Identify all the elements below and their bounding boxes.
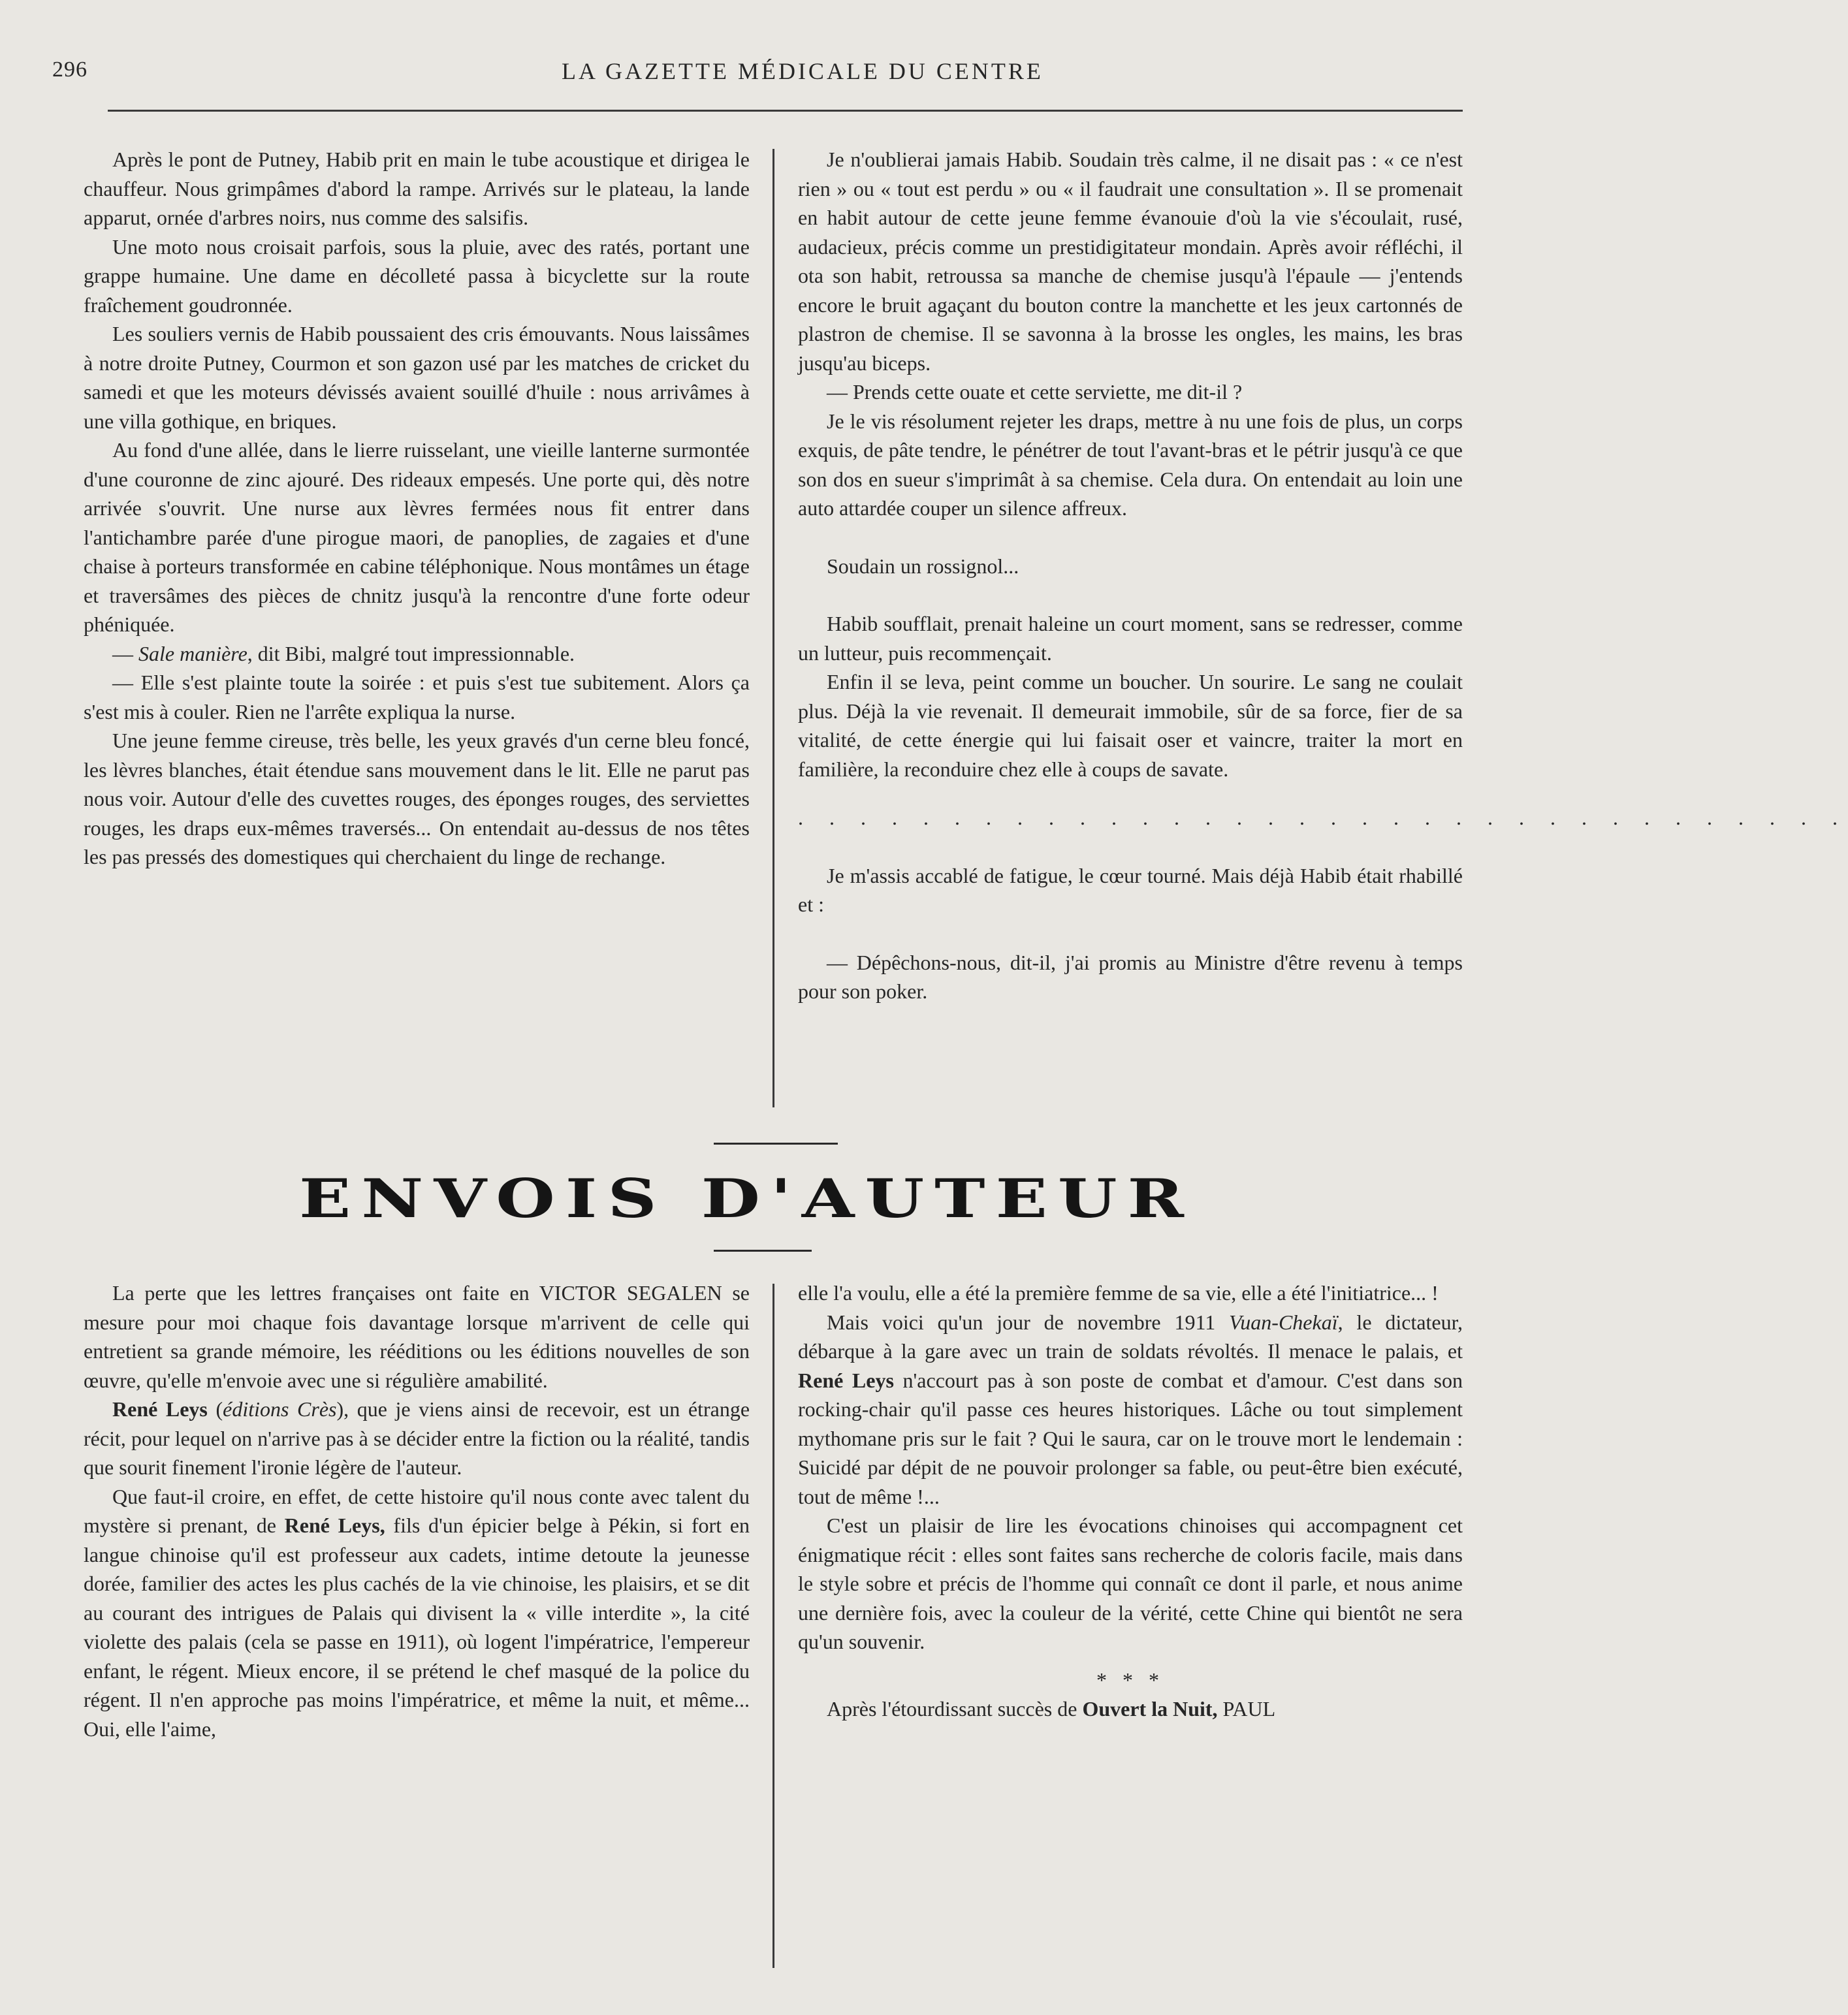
envois-paragraph: C'est un plaisir de lire les évocations chinoises qui accompagnent cet énigmatique récit : elles sont faites sans recherche de coloris facile, mais dans le style sobre et précis de l'homme qui connaît ce dont il parle, et nous anime une dernière fois, avec la couleur de la vérité, cette Chine qui bientôt ne sera qu'un souvenir.	[798, 1514, 1463, 1653]
envois-paragraph	[84, 1482, 750, 1744]
publisher: éditions Crès	[223, 1397, 337, 1421]
story-paragraph: Enfin il se leva, peint comme un boucher. Un sourire. Le sang ne coulait plus. Déjà la vie revenait. Il demeurait immobile, sûr de sa force, fier de sa vitalité, de cette énergie qui lui faisait oser et vaincre, traiter la mort en familière, la reconduire chez elle à coups de savate.	[798, 670, 1463, 781]
envois-paragraph	[798, 1694, 1463, 1724]
envois-paragraph: René Leys (éditions Crès), que je viens ainsi de recevoir, est un étrange récit, pour lequel on n'arrive pas à se décider entre la fiction ou la réalité, tandis que sourit finement l'ironie légère de l'auteur.	[84, 1397, 750, 1479]
paragraph-text: PAUL	[1217, 1697, 1276, 1721]
header-rule	[108, 110, 1463, 112]
italic-quote: Sale manière	[138, 641, 247, 665]
story-paragraph: Je le vis résolument rejeter les draps, mettre à nu une fois de plus, un corps exquis, de pâte tendre, le pénétrer de tout l'avant-bras et le pétrir jusqu'à ce que son dos en sueur s'imprimât à sa chemise. Cela dura. On entendait au loin une auto attardée couper un silence affreux.	[798, 409, 1463, 520]
story-right-column	[798, 145, 1848, 1006]
envois-paragraph	[798, 1308, 1463, 1512]
ellipsis-line: . . . . . . . . . . . . . . . . . . . . . . . . . . . . . . . . . .	[798, 806, 1848, 829]
running-title: LA GAZETTE MÉDICALE DU CENTRE	[562, 58, 1043, 84]
page-number: 296	[52, 57, 88, 82]
story-paragraph: Une moto nous croisait parfois, sous la pluie, avec des ratés, portant une grappe humaine. Une dame en décolleté passa à bicyclette sur la route fraîchement goudronnée.	[84, 234, 750, 317]
paragraph-text: fils d'un épicier belge à Pékin, si fort en langue chinoise qu'il est professeur aux cadets, intime detoute la jeunesse dorée, familier des actes les plus cachés de la vie chinoise, les plaisirs, et se dit au courant des intrigues de Palais qui divisent la « ville interdite », la cité violette des palais (cela se passe en 1911), où logent l'impératrice, l'empereur enfant, le régent. Mieux encore, il se prétend le chef masqué de la police du régent. Il n'en approche pas moins l'impératrice, et même la nuit, et même... Oui, elle l'aime,	[84, 1514, 750, 1741]
envois-paragraph: elle l'a voulu, elle a été la première femme de sa vie, elle a été l'initiatrice... !	[798, 1281, 1439, 1305]
column-divider	[773, 149, 774, 1107]
story-paragraph	[84, 639, 750, 669]
paragraph-text: n'accourt pas à son poste de combat et d'amour. C'est dans son rocking-chair qu'il passe ces heures historiques. Lâche ou tout simplement mythomane pris sur le fait ? Qui le saura, car on le trouve mort le lendemain : Suicidé par dépit de ne pouvoir prolonger sa fable, ou peut-être bien exécuté, tout de même !...	[798, 1368, 1463, 1508]
title-rule-bottom	[714, 1250, 812, 1252]
asterism: * * *	[1096, 1668, 1164, 1692]
person-name: Vuan-Chekaï	[1229, 1310, 1338, 1334]
story-paragraph: — Elle s'est plainte toute la soirée : et puis s'est tue subitement. Alors ça s'est mis à couler. Rien ne l'arrête expliqua la nurse.	[84, 671, 750, 723]
book-title: René Leys,	[284, 1514, 385, 1537]
story-paragraph: Une jeune femme cireuse, très belle, les yeux gravés d'un cerne bleu foncé, les lèvres blanches, était étendue sans mouvement dans le lit. Elle ne parut pas nous voir. Autour d'elle des cuvettes rouges, des éponges rouges, des serviettes rouges, les draps eux-mêmes traversés... On entendait au-dessus de nos têtes les pas pressés des domestiques qui cherchaient du linge de rechange.	[84, 729, 750, 868]
story-paragraph: Les souliers vernis de Habib poussaient des cris émouvants. Nous laissâmes à notre droite Putney, Courmon et son gazon usé par les matches de cricket du samedi et que les moteurs dévissés avaient souillé d'huile : nous arrivâmes à une villa gothique, en briques.	[84, 322, 750, 433]
section-title: ENVOIS D'AUTEUR	[299, 1167, 1194, 1230]
paragraph-text: Que faut-il croire, en effet, de cette histoire qu'il nous conte avec talent du mystère si prenant, de	[84, 1484, 750, 1537]
paragraph-text: , le dictateur, débarque à la gare avec un train de soldats révoltés. Il menace le palais, et	[798, 1310, 1463, 1363]
story-paragraph: Au fond d'une allée, dans le lierre ruisselant, une vieille lanterne surmontée d'une couronne de zinc ajouré. Des rideaux empesés. Une porte qui, dès notre arrivée s'ouvrit. Une nurse aux lèvres fermées nous fit entrer dans l'antichambre parée d'une pirogue maori, de panoplies, de zagaies et d'une chaise à porteurs transformée en cabine téléphonique. Nous montâmes un étage et traversâmes des pièces de chnitz jusqu'à la rencontre d'une forte odeur phéniquée.	[84, 438, 750, 636]
book-title: René Leys	[798, 1368, 894, 1392]
book-title: Ouvert la Nuit,	[1082, 1697, 1218, 1721]
story-paragraph: Habib soufflait, prenait haleine un court moment, sans se redresser, comme un lutteur, puis recommençait.	[798, 612, 1463, 665]
story-paragraph: Je n'oublierai jamais Habib. Soudain très calme, il ne disait pas : « ce n'est rien » ou « tout est perdu » ou « il faudrait une consultation ». Il se promenait en habit autour de cette jeune femme évanouie d'où la vie s'écoulait, rusé, audacieux, précis comme un prestidigitateur mondain. Après avoir réfléchi, il ota son habit, retroussa sa manche de chemise jusqu'à l'épaule — j'entends encore le bruit agaçant du bouton contre la manchette et les jeux cartonnés de plastron de chemise. Il se savonna à la brosse les ongles, les mains, les bras jusqu'au biceps.	[798, 148, 1463, 375]
story-left-column	[84, 145, 750, 872]
envois-paragraph: La perte que les lettres françaises ont faite en VICTOR SEGALEN se mesure pour moi chaque fois davantage lorsque m'arrivent de celle qui entretient sa grande mémoire, les rééditions ou les éditions nouvelles de son œuvre, qu'elle m'envoie avec une si régulière amabilité.	[84, 1281, 750, 1392]
story-paragraph: — Dépêchons-nous, dit-il, j'ai promis au Ministre d'être revenu à temps pour son poker.	[798, 950, 1463, 1003]
title-rule-top	[714, 1143, 838, 1145]
paragraph-text: Mais voici qu'un jour de novembre 1911	[827, 1310, 1230, 1334]
dash: —	[112, 641, 138, 665]
story-paragraph: Après le pont de Putney, Habib prit en main le tube acoustique et dirigea le chauffeur. Nous grimpâmes d'abord la rampe. Arrivés sur le plateau, la lande apparut, ornée d'arbres noirs, nus comme des salsifis.	[84, 148, 750, 229]
story-paragraph: Soudain un rossignol...	[827, 554, 1019, 578]
story-paragraph: Je m'assis accablé de fatigue, le cœur tourné. Mais déjà Habib était rhabillé et :	[798, 863, 1463, 916]
envois-right-column	[798, 1278, 1463, 1724]
book-title: René Leys	[112, 1397, 208, 1421]
story-paragraph: — Prends cette ouate et cette serviette, me dit-il ?	[827, 380, 1243, 404]
paragraph-text: Après l'étourdissant succès de	[827, 1697, 1083, 1721]
column-divider	[773, 1284, 774, 1968]
quote-rest: , dit Bibi, malgré tout impressionnable.	[247, 641, 575, 665]
envois-left-column	[84, 1278, 750, 1743]
paragraph-text: , que je viens ainsi de recevoir, est un étrange récit, pour lequel on n'arrive pas à se décider entre la fiction ou la réalité, tandis que sourit finement l'ironie légère de l'auteur.	[84, 1397, 750, 1479]
